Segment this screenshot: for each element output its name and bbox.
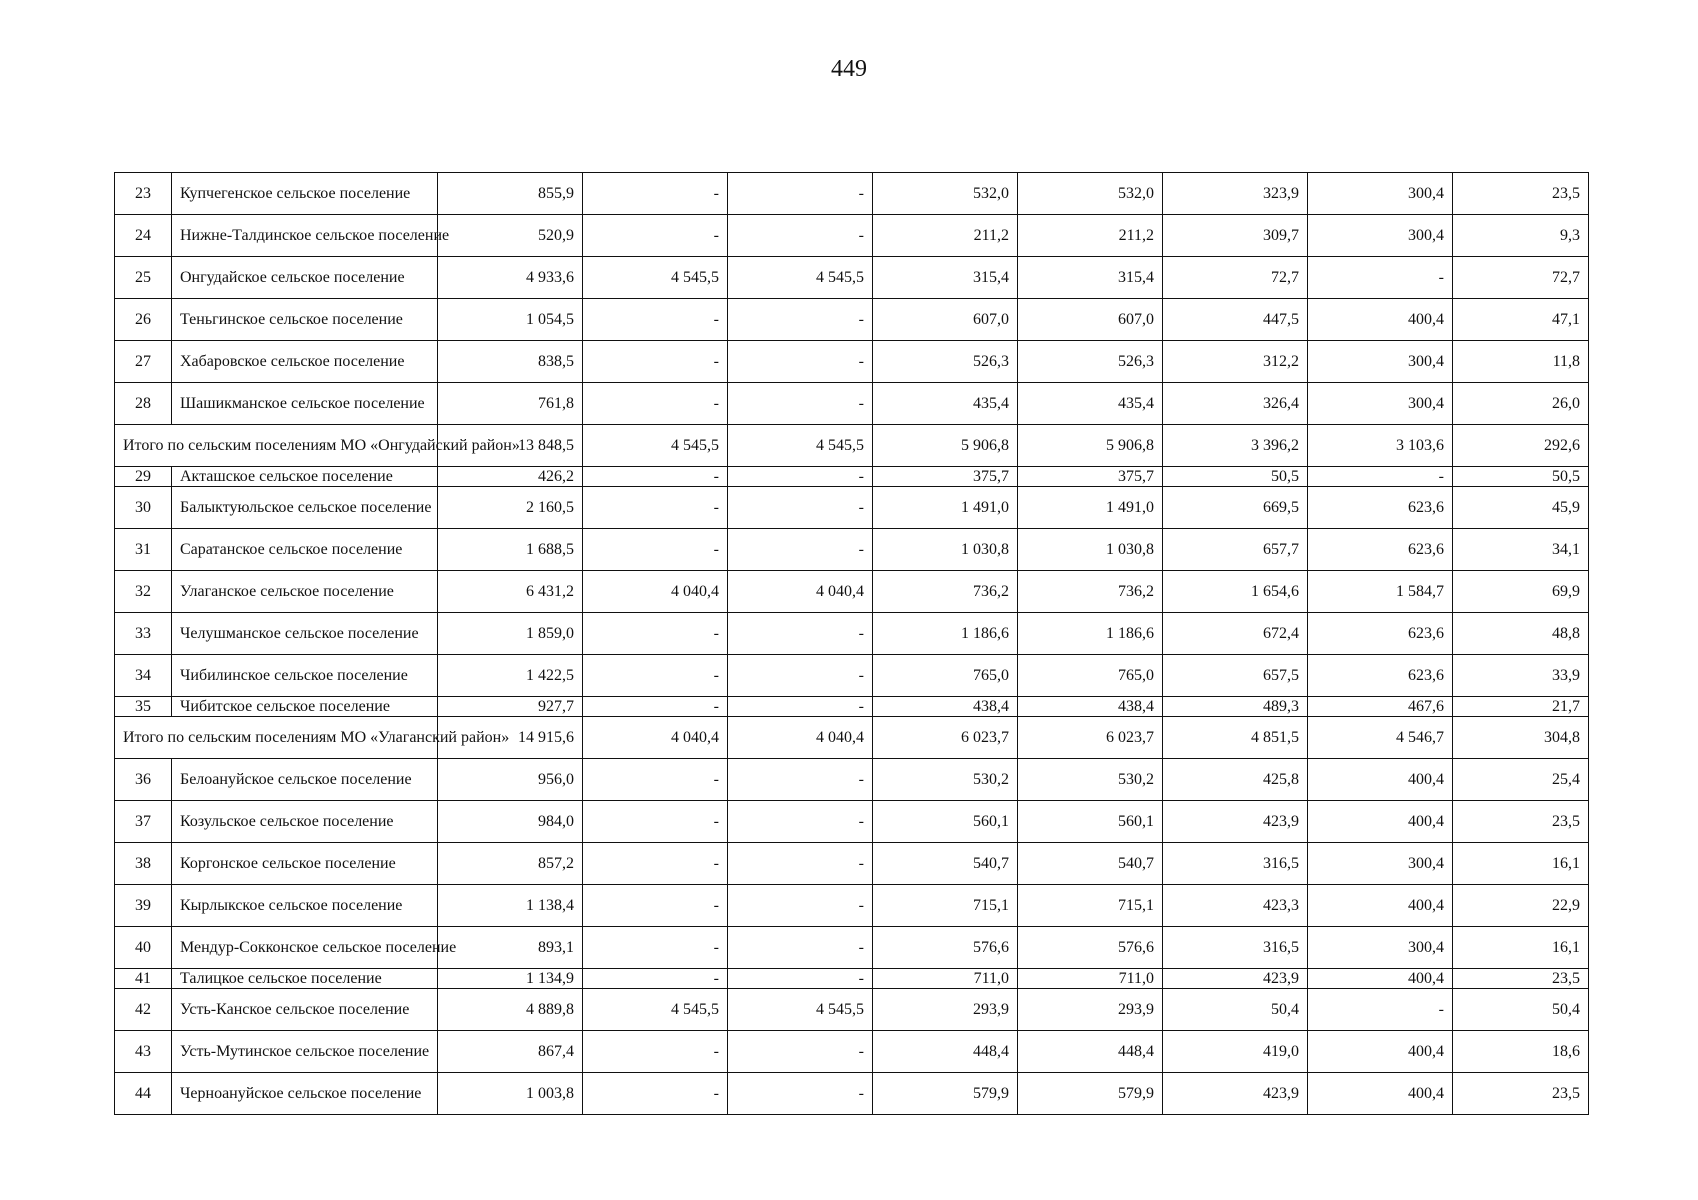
row-number: 31 <box>115 529 172 571</box>
value-cell: 765,0 <box>873 655 1018 697</box>
value-cell: - <box>583 487 728 529</box>
value-cell: 623,6 <box>1308 487 1453 529</box>
value-cell: 540,7 <box>1018 843 1163 885</box>
value-cell: 33,9 <box>1453 655 1589 697</box>
settlement-name: Белоануйское сельское поселение <box>172 759 438 801</box>
value-cell: 423,9 <box>1163 1073 1308 1115</box>
subtotal-label: Итого по сельским поселениям МО «Улаганский район» <box>115 717 438 759</box>
value-cell: 4 545,5 <box>728 257 873 299</box>
row-number: 28 <box>115 383 172 425</box>
value-cell: 300,4 <box>1308 215 1453 257</box>
value-cell: - <box>583 529 728 571</box>
value-cell: 50,5 <box>1453 467 1589 487</box>
value-cell: 6 431,2 <box>438 571 583 613</box>
value-cell: 532,0 <box>1018 173 1163 215</box>
value-cell: 50,5 <box>1163 467 1308 487</box>
value-cell: - <box>728 383 873 425</box>
value-cell: - <box>583 467 728 487</box>
row-number: 37 <box>115 801 172 843</box>
settlement-name: Талицкое сельское поселение <box>172 969 438 989</box>
row-number: 41 <box>115 969 172 989</box>
table-row <box>115 341 1589 383</box>
value-cell: 4 545,5 <box>583 425 728 467</box>
value-cell: 300,4 <box>1308 843 1453 885</box>
value-cell: 1 186,6 <box>1018 613 1163 655</box>
value-cell: 4 851,5 <box>1163 717 1308 759</box>
settlement-name: Саратанское сельское поселение <box>172 529 438 571</box>
table-row <box>115 467 1589 487</box>
value-cell: 6 023,7 <box>873 717 1018 759</box>
value-cell: - <box>728 697 873 717</box>
value-cell: 11,8 <box>1453 341 1589 383</box>
value-cell: 3 103,6 <box>1308 425 1453 467</box>
value-cell: 526,3 <box>873 341 1018 383</box>
settlement-name: Онгудайское сельское поселение <box>172 257 438 299</box>
table-row <box>115 173 1589 215</box>
value-cell: 400,4 <box>1308 885 1453 927</box>
value-cell: 4 546,7 <box>1308 717 1453 759</box>
value-cell: - <box>583 655 728 697</box>
value-cell: - <box>728 1073 873 1115</box>
value-cell: 5 906,8 <box>1018 425 1163 467</box>
value-cell: 761,8 <box>438 383 583 425</box>
value-cell: 4 545,5 <box>583 257 728 299</box>
row-number: 39 <box>115 885 172 927</box>
value-cell: - <box>1308 257 1453 299</box>
value-cell: 423,3 <box>1163 885 1308 927</box>
settlement-name: Усть-Канское сельское поселение <box>172 989 438 1031</box>
value-cell: 576,6 <box>873 927 1018 969</box>
value-cell: 9,3 <box>1453 215 1589 257</box>
value-cell: 22,9 <box>1453 885 1589 927</box>
value-cell: 1 491,0 <box>873 487 1018 529</box>
value-cell: 400,4 <box>1308 969 1453 989</box>
value-cell: 657,7 <box>1163 529 1308 571</box>
value-cell: - <box>583 843 728 885</box>
value-cell: 316,5 <box>1163 843 1308 885</box>
value-cell: - <box>1308 989 1453 1031</box>
value-cell: - <box>728 487 873 529</box>
value-cell: 4 040,4 <box>583 571 728 613</box>
settlement-name: Чибилинское сельское поселение <box>172 655 438 697</box>
row-number: 36 <box>115 759 172 801</box>
table-row <box>115 843 1589 885</box>
value-cell: - <box>728 467 873 487</box>
row-number: 25 <box>115 257 172 299</box>
value-cell: 300,4 <box>1308 173 1453 215</box>
table-row <box>115 655 1589 697</box>
value-cell: 736,2 <box>1018 571 1163 613</box>
value-cell: 48,8 <box>1453 613 1589 655</box>
value-cell: 23,5 <box>1453 1073 1589 1115</box>
value-cell: 711,0 <box>873 969 1018 989</box>
settlement-name: Теньгинское сельское поселение <box>172 299 438 341</box>
value-cell: 540,7 <box>873 843 1018 885</box>
table-row <box>115 215 1589 257</box>
row-number: 32 <box>115 571 172 613</box>
value-cell: - <box>1308 467 1453 487</box>
table-row <box>115 383 1589 425</box>
value-cell: 6 023,7 <box>1018 717 1163 759</box>
value-cell: - <box>728 927 873 969</box>
value-cell: 1 030,8 <box>1018 529 1163 571</box>
value-cell: 400,4 <box>1308 1073 1453 1115</box>
settlement-name: Кырлыкское сельское поселение <box>172 885 438 927</box>
value-cell: 21,7 <box>1453 697 1589 717</box>
value-cell: 211,2 <box>1018 215 1163 257</box>
value-cell: 855,9 <box>438 173 583 215</box>
value-cell: 13 848,5 <box>438 425 583 467</box>
table-row <box>115 1073 1589 1115</box>
value-cell: 1 422,5 <box>438 655 583 697</box>
value-cell: - <box>583 613 728 655</box>
value-cell: 448,4 <box>873 1031 1018 1073</box>
value-cell: 1 859,0 <box>438 613 583 655</box>
value-cell: 560,1 <box>1018 801 1163 843</box>
row-number: 44 <box>115 1073 172 1115</box>
value-cell: 984,0 <box>438 801 583 843</box>
value-cell: 375,7 <box>873 467 1018 487</box>
value-cell: 5 906,8 <box>873 425 1018 467</box>
value-cell: 4 933,6 <box>438 257 583 299</box>
value-cell: 4 040,4 <box>728 717 873 759</box>
value-cell: 315,4 <box>873 257 1018 299</box>
value-cell: 309,7 <box>1163 215 1308 257</box>
table-row <box>115 487 1589 529</box>
value-cell: 435,4 <box>1018 383 1163 425</box>
table-row <box>115 885 1589 927</box>
value-cell: - <box>583 173 728 215</box>
value-cell: - <box>583 969 728 989</box>
value-cell: - <box>728 613 873 655</box>
row-number: 38 <box>115 843 172 885</box>
table-row <box>115 969 1589 989</box>
value-cell: 375,7 <box>1018 467 1163 487</box>
value-cell: 838,5 <box>438 341 583 383</box>
row-number: 33 <box>115 613 172 655</box>
settlement-name: Коргонское сельское поселение <box>172 843 438 885</box>
value-cell: 532,0 <box>873 173 1018 215</box>
table-row <box>115 257 1589 299</box>
value-cell: 50,4 <box>1453 989 1589 1031</box>
value-cell: 316,5 <box>1163 927 1308 969</box>
value-cell: 576,6 <box>1018 927 1163 969</box>
value-cell: 426,2 <box>438 467 583 487</box>
value-cell: 1 584,7 <box>1308 571 1453 613</box>
value-cell: - <box>728 969 873 989</box>
value-cell: 312,2 <box>1163 341 1308 383</box>
value-cell: 607,0 <box>873 299 1018 341</box>
value-cell: - <box>728 1031 873 1073</box>
value-cell: - <box>583 759 728 801</box>
value-cell: 672,4 <box>1163 613 1308 655</box>
value-cell: - <box>728 801 873 843</box>
value-cell: 26,0 <box>1453 383 1589 425</box>
value-cell: 4 889,8 <box>438 989 583 1031</box>
value-cell: 1 654,6 <box>1163 571 1308 613</box>
value-cell: - <box>583 299 728 341</box>
settlement-name: Шашикманское сельское поселение <box>172 383 438 425</box>
value-cell: 293,9 <box>873 989 1018 1031</box>
row-number: 23 <box>115 173 172 215</box>
value-cell: 657,5 <box>1163 655 1308 697</box>
value-cell: 623,6 <box>1308 613 1453 655</box>
value-cell: 293,9 <box>1018 989 1163 1031</box>
value-cell: 69,9 <box>1453 571 1589 613</box>
value-cell: - <box>728 173 873 215</box>
value-cell: 423,9 <box>1163 969 1308 989</box>
budget-table <box>114 172 1589 1115</box>
value-cell: 4 040,4 <box>583 717 728 759</box>
settlement-name: Челушманское сельское поселение <box>172 613 438 655</box>
value-cell: 867,4 <box>438 1031 583 1073</box>
subtotal-row <box>115 717 1589 759</box>
settlement-name: Козульское сельское поселение <box>172 801 438 843</box>
value-cell: 23,5 <box>1453 969 1589 989</box>
value-cell: 1 030,8 <box>873 529 1018 571</box>
value-cell: 1 688,5 <box>438 529 583 571</box>
settlement-name: Балыктуюльское сельское поселение <box>172 487 438 529</box>
row-number: 35 <box>115 697 172 717</box>
value-cell: 211,2 <box>873 215 1018 257</box>
value-cell: 419,0 <box>1163 1031 1308 1073</box>
value-cell: 14 915,6 <box>438 717 583 759</box>
table-row <box>115 1031 1589 1073</box>
settlement-name: Акташское сельское поселение <box>172 467 438 487</box>
value-cell: 23,5 <box>1453 801 1589 843</box>
value-cell: 72,7 <box>1453 257 1589 299</box>
settlement-name: Черноануйское сельское поселение <box>172 1073 438 1115</box>
value-cell: 1 003,8 <box>438 1073 583 1115</box>
settlement-name: Нижне-Талдинское сельское поселение <box>172 215 438 257</box>
value-cell: 1 134,9 <box>438 969 583 989</box>
value-cell: - <box>728 655 873 697</box>
value-cell: 25,4 <box>1453 759 1589 801</box>
value-cell: 467,6 <box>1308 697 1453 717</box>
value-cell: 3 396,2 <box>1163 425 1308 467</box>
value-cell: - <box>583 1073 728 1115</box>
settlement-name: Мендур-Сокконское сельское поселение <box>172 927 438 969</box>
table-row <box>115 927 1589 969</box>
value-cell: 927,7 <box>438 697 583 717</box>
value-cell: 23,5 <box>1453 173 1589 215</box>
value-cell: 4 545,5 <box>728 425 873 467</box>
value-cell: 300,4 <box>1308 383 1453 425</box>
value-cell: 447,5 <box>1163 299 1308 341</box>
row-number: 43 <box>115 1031 172 1073</box>
value-cell: 435,4 <box>873 383 1018 425</box>
value-cell: 323,9 <box>1163 173 1308 215</box>
value-cell: - <box>583 383 728 425</box>
value-cell: 4 545,5 <box>583 989 728 1031</box>
value-cell: - <box>583 801 728 843</box>
value-cell: - <box>728 843 873 885</box>
value-cell: 34,1 <box>1453 529 1589 571</box>
table-row <box>115 571 1589 613</box>
row-number: 42 <box>115 989 172 1031</box>
value-cell: - <box>583 341 728 383</box>
row-number: 26 <box>115 299 172 341</box>
settlement-name: Купчегенское сельское поселение <box>172 173 438 215</box>
value-cell: - <box>728 759 873 801</box>
value-cell: 304,8 <box>1453 717 1589 759</box>
settlement-name: Хабаровское сельское поселение <box>172 341 438 383</box>
value-cell: 1 491,0 <box>1018 487 1163 529</box>
value-cell: 623,6 <box>1308 655 1453 697</box>
value-cell: 315,4 <box>1018 257 1163 299</box>
value-cell: 400,4 <box>1308 801 1453 843</box>
value-cell: 448,4 <box>1018 1031 1163 1073</box>
subtotal-row <box>115 425 1589 467</box>
value-cell: 715,1 <box>1018 885 1163 927</box>
value-cell: 2 160,5 <box>438 487 583 529</box>
value-cell: - <box>583 885 728 927</box>
value-cell: 1 186,6 <box>873 613 1018 655</box>
value-cell: 423,9 <box>1163 801 1308 843</box>
value-cell: 530,2 <box>873 759 1018 801</box>
value-cell: 4 040,4 <box>728 571 873 613</box>
value-cell: 736,2 <box>873 571 1018 613</box>
value-cell: 579,9 <box>873 1073 1018 1115</box>
value-cell: - <box>583 215 728 257</box>
value-cell: 400,4 <box>1308 1031 1453 1073</box>
value-cell: 1 138,4 <box>438 885 583 927</box>
value-cell: 4 545,5 <box>728 989 873 1031</box>
value-cell: 956,0 <box>438 759 583 801</box>
value-cell: 438,4 <box>873 697 1018 717</box>
value-cell: - <box>583 697 728 717</box>
table-row <box>115 529 1589 571</box>
value-cell: 45,9 <box>1453 487 1589 529</box>
value-cell: 400,4 <box>1308 759 1453 801</box>
value-cell: 300,4 <box>1308 927 1453 969</box>
value-cell: 16,1 <box>1453 843 1589 885</box>
value-cell: 765,0 <box>1018 655 1163 697</box>
value-cell: - <box>728 529 873 571</box>
row-number: 30 <box>115 487 172 529</box>
settlement-name: Усть-Мутинское сельское поселение <box>172 1031 438 1073</box>
value-cell: 623,6 <box>1308 529 1453 571</box>
row-number: 24 <box>115 215 172 257</box>
value-cell: 893,1 <box>438 927 583 969</box>
value-cell: 292,6 <box>1453 425 1589 467</box>
row-number: 27 <box>115 341 172 383</box>
value-cell: 400,4 <box>1308 299 1453 341</box>
value-cell: 857,2 <box>438 843 583 885</box>
table-row <box>115 613 1589 655</box>
settlement-name: Улаганское сельское поселение <box>172 571 438 613</box>
value-cell: 1 054,5 <box>438 299 583 341</box>
value-cell: 47,1 <box>1453 299 1589 341</box>
value-cell: - <box>728 215 873 257</box>
value-cell: - <box>728 885 873 927</box>
settlement-name: Чибитское сельское поселение <box>172 697 438 717</box>
page-number: 449 <box>831 56 867 82</box>
value-cell: 526,3 <box>1018 341 1163 383</box>
table-row <box>115 299 1589 341</box>
value-cell: 72,7 <box>1163 257 1308 299</box>
value-cell: 16,1 <box>1453 927 1589 969</box>
subtotal-label: Итого по сельским поселениям МО «Онгудайский район» <box>115 425 438 467</box>
row-number: 29 <box>115 467 172 487</box>
value-cell: 669,5 <box>1163 487 1308 529</box>
row-number: 40 <box>115 927 172 969</box>
value-cell: 18,6 <box>1453 1031 1589 1073</box>
value-cell: 560,1 <box>873 801 1018 843</box>
table-body <box>115 173 1589 1115</box>
table-row <box>115 989 1589 1031</box>
value-cell: 438,4 <box>1018 697 1163 717</box>
table-row <box>115 801 1589 843</box>
value-cell: 50,4 <box>1163 989 1308 1031</box>
table-row <box>115 759 1589 801</box>
value-cell: 711,0 <box>1018 969 1163 989</box>
value-cell: 607,0 <box>1018 299 1163 341</box>
row-number: 34 <box>115 655 172 697</box>
value-cell: 579,9 <box>1018 1073 1163 1115</box>
value-cell: - <box>728 299 873 341</box>
value-cell: 715,1 <box>873 885 1018 927</box>
value-cell: 425,8 <box>1163 759 1308 801</box>
value-cell: - <box>583 927 728 969</box>
value-cell: 300,4 <box>1308 341 1453 383</box>
value-cell: 326,4 <box>1163 383 1308 425</box>
value-cell: 489,3 <box>1163 697 1308 717</box>
value-cell: - <box>728 341 873 383</box>
value-cell: - <box>583 1031 728 1073</box>
value-cell: 530,2 <box>1018 759 1163 801</box>
value-cell: 520,9 <box>438 215 583 257</box>
table-row <box>115 697 1589 717</box>
